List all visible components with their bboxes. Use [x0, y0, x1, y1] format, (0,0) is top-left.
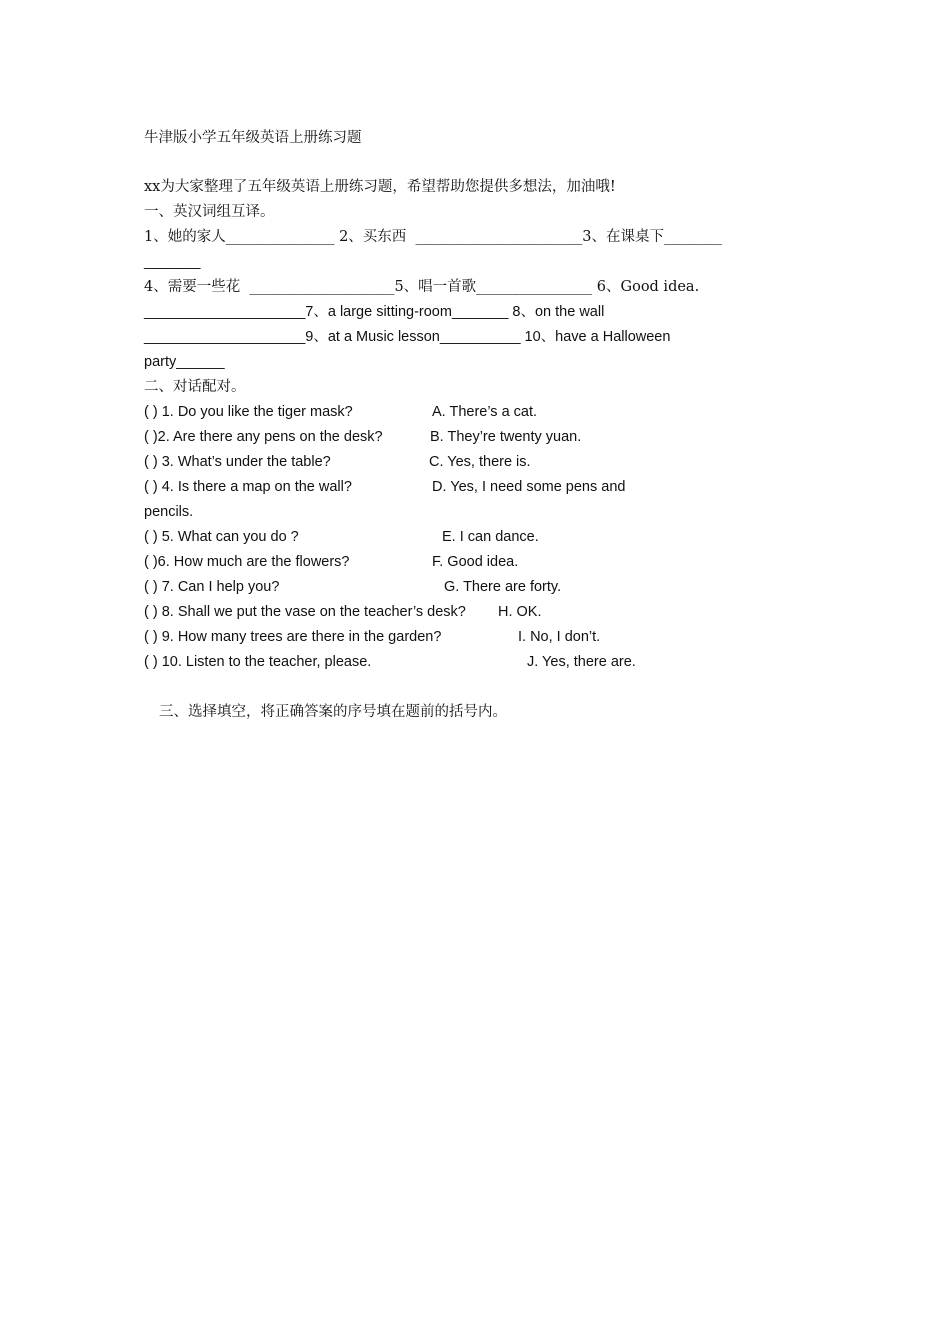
question-1: ( ) 1. Do you like the tiger mask?: [144, 404, 353, 420]
question-2: ( )2. Are there any pens on the desk?: [144, 429, 383, 445]
question-4: ( ) 4. Is there a map on the wall?: [144, 479, 352, 495]
section2-heading: 二、对话配对。: [144, 379, 246, 395]
answer-a: A. There’s a cat.: [432, 404, 538, 420]
answer-g: G. There are forty.: [444, 579, 562, 595]
question-5: ( ) 5. What can you do ?: [144, 529, 299, 545]
question-9: ( ) 9. How many trees are there in the garden?: [144, 629, 442, 645]
section1-line-2: _______: [144, 254, 201, 270]
question-6: ( )6. How much are the flowers?: [144, 554, 350, 570]
section3-heading: 三、选择填空，将正确答案的序号填在题前的括号内。: [159, 704, 507, 720]
section1-heading: 一、英汉词组互译。: [144, 204, 275, 220]
answer-c: C. Yes, there is.: [429, 454, 531, 470]
question-10: ( ) 10. Listen to the teacher, please.: [144, 654, 372, 670]
section1-line-4: ____________________7、a large sitting-room_______ 8、on the wall: [144, 304, 605, 320]
answer-j: J. Yes, there are.: [527, 654, 636, 670]
section1-line-6: party______: [144, 354, 225, 370]
question-3: ( ) 3. What’s under the table?: [144, 454, 331, 470]
answer-e: E. I can dance.: [442, 529, 539, 545]
answer-d-wrap: pencils.: [144, 504, 194, 520]
answer-b: B. They’re twenty yuan.: [430, 429, 582, 445]
section1-line-3: 4、需要一些花 ____________________5、唱一首歌________________ 6、Good idea.: [144, 279, 700, 295]
section1-line-1: 1、她的家人_______________ 2、买东西 _______________________3、在课桌下________: [144, 229, 723, 245]
intro-text: xx为大家整理了五年级英语上册练习题，希望帮助您提供多想法，加油哦!: [144, 179, 616, 195]
answer-i: I. No, I don’t.: [518, 629, 601, 645]
question-8: ( ) 8. Shall we put the vase on the teacher’s desk?: [144, 604, 466, 620]
answer-f: F. Good idea.: [432, 554, 519, 570]
section1-line-5: ____________________9、at a Music lesson__________ 10、have a Halloween: [144, 329, 671, 345]
question-7: ( ) 7. Can I help you?: [144, 579, 280, 595]
answer-h: H. OK.: [498, 604, 542, 620]
document-title: 牛津版小学五年级英语上册练习题: [144, 130, 362, 146]
answer-d: D. Yes, I need some pens and: [432, 479, 626, 495]
